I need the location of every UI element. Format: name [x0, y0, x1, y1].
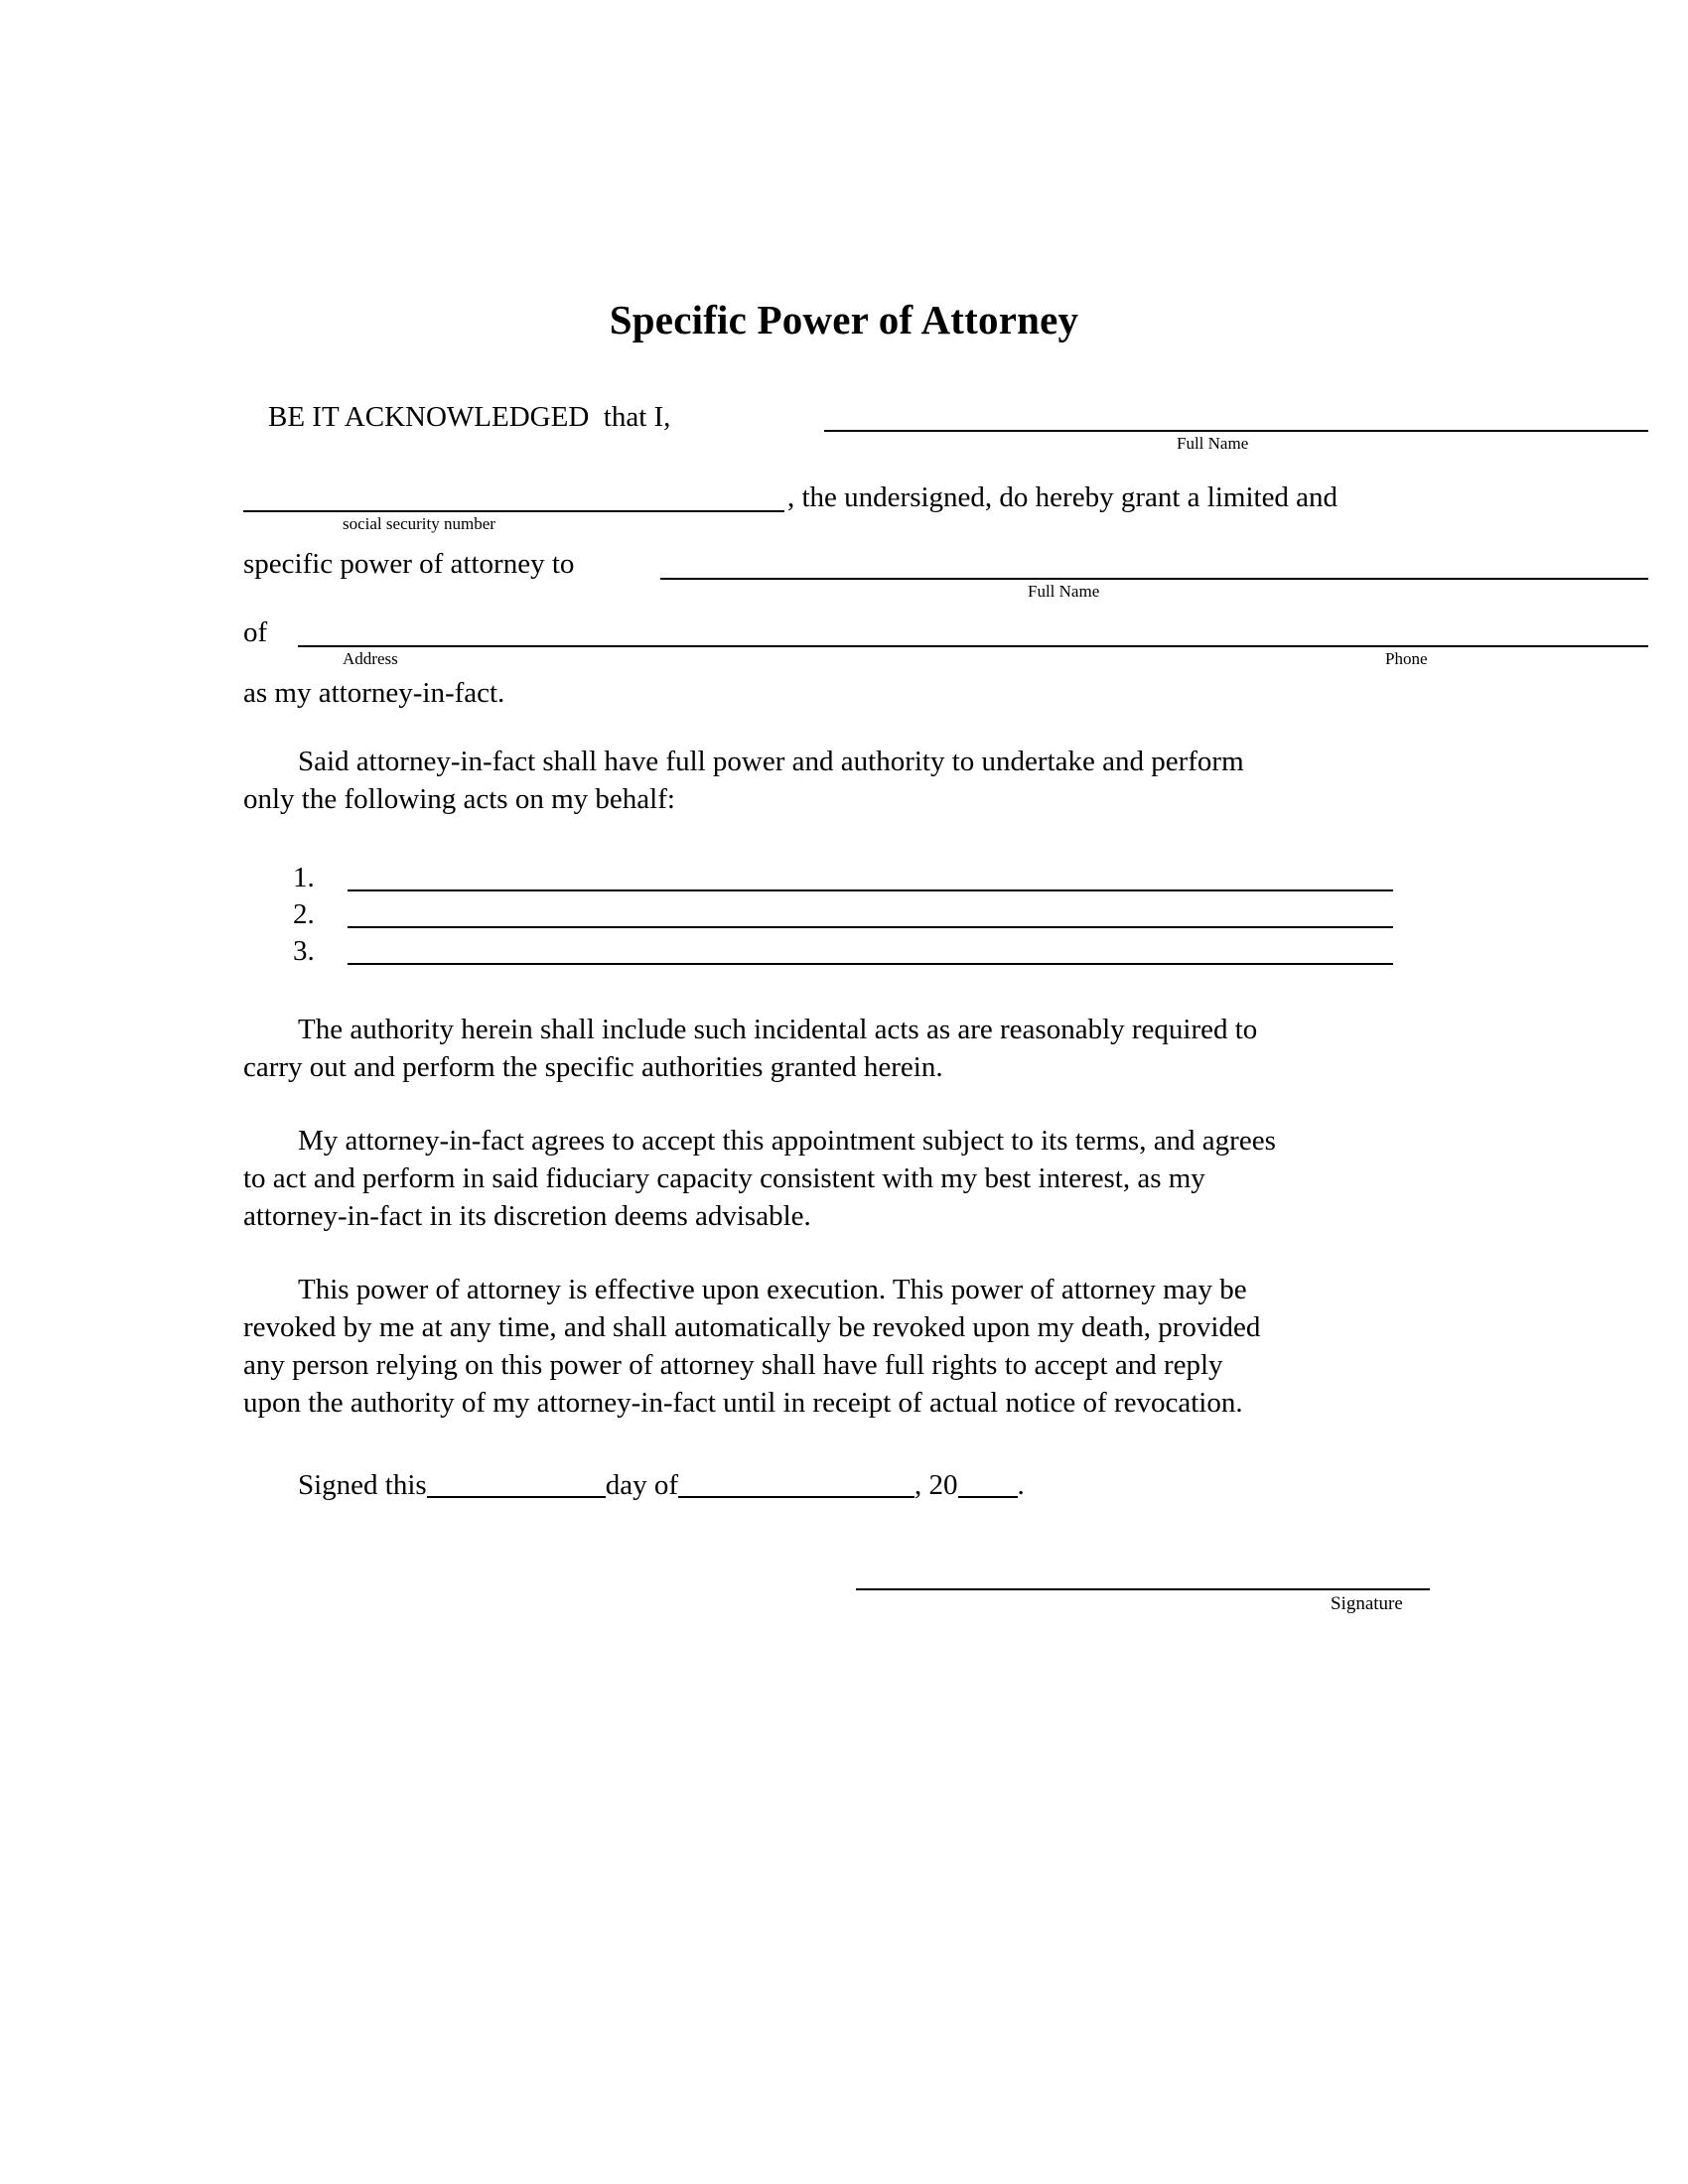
day-blank[interactable] [427, 1467, 606, 1498]
list-item [243, 935, 1410, 972]
full-name-blank-1[interactable] [824, 430, 1648, 432]
year-prefix-text: , 20 [914, 1469, 958, 1501]
acceptance-line-3: attorney-in-fact in its discretion deems advisable. [243, 1200, 811, 1233]
social-security-number-blank[interactable] [243, 510, 784, 512]
acknowledgement-lead-text: BE IT ACKNOWLEDGED [268, 401, 590, 433]
authority-intro-line-2: only the following acts on my behalf: [243, 783, 675, 816]
revocation-line-2: revoked by me at any time, and shall automatically be revoked upon my death, provided [243, 1311, 1261, 1344]
undersigned-clause-text: , the undersigned, do hereby grant a limited and [787, 481, 1338, 513]
list-item-number: 1. [293, 862, 315, 893]
list-item [243, 862, 1410, 898]
revocation-line-3: any person relying on this power of attorney shall have full rights to accept and reply [243, 1349, 1223, 1382]
day-of-text: day of [605, 1469, 678, 1501]
revocation-paragraph [243, 1271, 1410, 1423]
incidental-line-2: carry out and perform the specific authorities granted herein. [243, 1051, 943, 1084]
caption-phone: Phone [1385, 649, 1428, 668]
of-label-text: of [243, 616, 268, 648]
authority-intro-line-1: Said attorney-in-fact shall have full power and authority to undertake and perform [298, 746, 1244, 777]
signed-this-text: Signed this [298, 1469, 427, 1501]
act-blank-2[interactable] [348, 926, 1393, 928]
page-title: Specific Power of Attorney [609, 297, 1079, 342]
caption-signature: Signature [1331, 1593, 1403, 1614]
caption-social-security-number: social security number [343, 514, 495, 533]
acts-list [243, 862, 1410, 972]
revocation-line-1: This power of attorney is effective upon execution. This power of attorney may be [298, 1274, 1247, 1305]
signed-date-line [243, 1467, 1025, 1502]
full-name-blank-2[interactable] [660, 578, 1648, 580]
acceptance-line-2: to act and perform in said fiduciary capacity consistent with my best interest, as my [243, 1162, 1205, 1195]
caption-full-name-1: Full Name [1177, 434, 1249, 453]
authority-intro-paragraph [243, 743, 1410, 818]
revocation-line-4: upon the authority of my attorney-in-fact until in receipt of actual notice of revocation. [243, 1387, 1243, 1420]
address-phone-blank[interactable] [298, 645, 1648, 647]
grant-clause-text: specific power of attorney to [243, 548, 575, 580]
act-blank-3[interactable] [348, 963, 1393, 965]
caption-full-name-2: Full Name [1028, 582, 1100, 601]
as-attorney-in-fact-text: as my attorney-in-fact. [243, 677, 505, 709]
year-blank[interactable] [958, 1467, 1018, 1498]
list-item [243, 898, 1410, 935]
list-item-number: 3. [293, 935, 315, 967]
caption-address: Address [343, 649, 398, 668]
signature-blank[interactable] [856, 1588, 1430, 1590]
incidental-acts-paragraph [243, 1011, 1410, 1086]
month-blank[interactable] [678, 1467, 914, 1498]
sentence-period: . [1017, 1469, 1025, 1501]
that-i-text: that I, [603, 401, 671, 433]
act-blank-1[interactable] [348, 889, 1393, 891]
incidental-line-1: The authority herein shall include such incidental acts as are reasonably required to [298, 1014, 1258, 1045]
acceptance-line-1: My attorney-in-fact agrees to accept this appointment subject to its terms, and agrees [298, 1125, 1276, 1157]
acceptance-paragraph [243, 1122, 1410, 1235]
acknowledgement-line [243, 399, 670, 436]
list-item-number: 2. [293, 898, 315, 930]
